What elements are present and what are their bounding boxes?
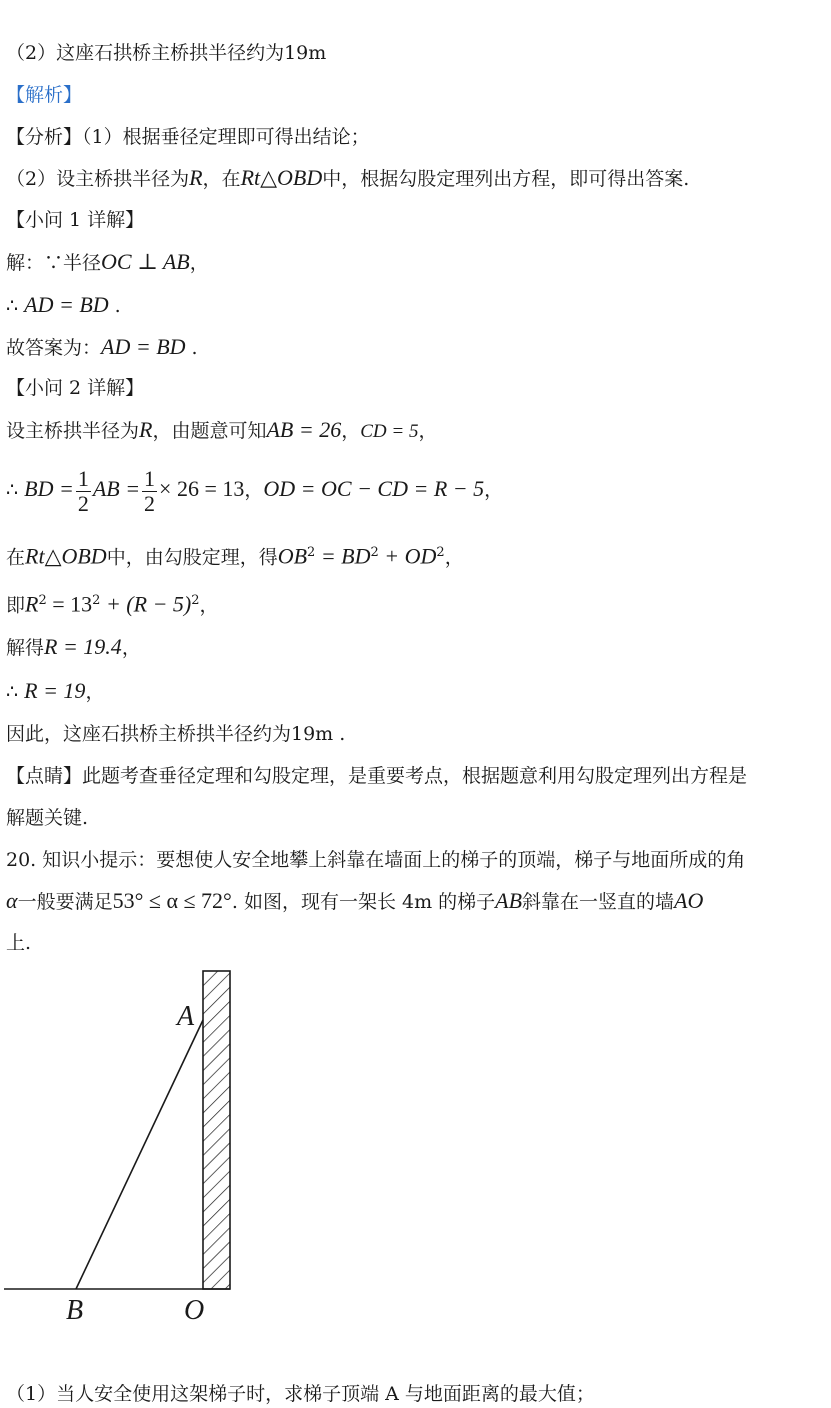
label-b: B <box>66 1295 84 1326</box>
numerator: 1 <box>77 465 89 491</box>
math: = BD <box>315 543 371 569</box>
comment-line-2 <box>6 805 88 831</box>
text: ， <box>244 479 264 501</box>
sub-question-2-heading <box>6 375 144 401</box>
solution-line <box>6 249 209 276</box>
fraction <box>142 467 157 516</box>
solution-line <box>6 334 198 361</box>
math: AD = BD <box>101 334 186 359</box>
superscript: 2 <box>92 593 101 608</box>
text: 设主桥拱半径为 <box>6 420 140 442</box>
wall <box>203 971 230 1289</box>
math: AB = <box>92 476 141 501</box>
text: 斜靠在一竖直的墙 <box>522 891 675 913</box>
heading-text: 【小问 1 详解】 <box>6 209 145 231</box>
ladder-line <box>76 1020 203 1289</box>
text: 一般要满足 <box>17 891 113 913</box>
text: 在 <box>6 546 26 569</box>
analysis-heading <box>6 82 82 108</box>
sub-question-1-heading <box>6 207 144 233</box>
ladder-diagram <box>0 962 260 1332</box>
math: Rt△OBD <box>25 543 107 569</box>
math: + OD <box>378 543 437 569</box>
text: 中，根据勾股定理列出方程，即可得出答案. <box>322 168 690 190</box>
solution-line <box>6 634 141 661</box>
math: BD = <box>24 476 74 501</box>
math: + (R − 5) <box>100 591 192 617</box>
analysis-line-1 <box>6 124 370 150</box>
math: OC ⊥ AB <box>101 249 190 274</box>
analysis-line-2 <box>6 165 689 192</box>
text: ∴ <box>6 479 25 501</box>
analysis-heading-text: 【解析】 <box>6 84 83 106</box>
question-text: 20. 知识小提示：要想使人安全地攀上斜靠在墙面上的梯子的顶端，梯子与地面所成的角 <box>6 849 746 871</box>
text: 即 <box>6 594 26 617</box>
comment-line <box>6 763 747 789</box>
question-20-line-1 <box>6 847 745 873</box>
heading-text: 【小问 2 详解】 <box>6 377 145 399</box>
math: R = 19.4 <box>44 634 122 659</box>
math: R <box>189 165 203 190</box>
math: AB <box>495 888 523 913</box>
answer-line <box>6 40 326 66</box>
conclusion-line <box>6 721 345 747</box>
answer-text: （2）这座石拱桥主桥拱半径约为19m <box>6 42 327 64</box>
fraction <box>76 467 91 516</box>
math: AD = BD <box>24 292 109 317</box>
analysis-label: 【分析】 <box>6 126 83 148</box>
text: 解得 <box>6 637 45 659</box>
text: ， <box>85 681 105 703</box>
superscript: 2 <box>38 593 47 608</box>
solution-line <box>6 678 104 705</box>
math: Rt△OBD <box>240 165 323 190</box>
denominator: 2 <box>144 490 156 516</box>
denominator: 2 <box>77 490 89 516</box>
math: AB = 26 <box>266 417 342 442</box>
solution-line <box>6 588 219 618</box>
math: R <box>139 417 153 442</box>
comment-text: 解题关键. <box>6 807 89 829</box>
text: ， <box>189 252 209 274</box>
text: ，在 <box>202 168 241 190</box>
text: 中，由勾股定理，得 <box>106 546 278 569</box>
solution-line <box>6 540 464 570</box>
math: OD = OC − CD = R − 5 <box>263 476 485 501</box>
text: . <box>185 337 198 359</box>
question-text: （1）当人安全使用这架梯子时，求梯子顶端 A 与地面距离的最大值； <box>6 1383 595 1405</box>
comment-text: 此题考查垂径定理和勾股定理，是重要考点，根据题意利用勾股定理列出方程是 <box>82 765 748 787</box>
label-a: A <box>177 1001 195 1032</box>
text: ∴ <box>6 681 25 703</box>
math: R = 19 <box>24 678 86 703</box>
analysis-text: （1）根据垂径定理即可得出结论； <box>82 126 370 148</box>
label-o: O <box>184 1295 205 1326</box>
text: 解：∵半径 <box>6 252 102 274</box>
math: CD = 5 <box>360 421 419 442</box>
solution-line <box>6 292 121 319</box>
math: α <box>6 888 18 913</box>
text: ∴ <box>6 295 25 317</box>
solution-line <box>6 417 437 445</box>
text: （2）设主桥拱半径为 <box>6 168 190 190</box>
question-20-line-2 <box>6 888 703 915</box>
text: ， <box>121 637 141 659</box>
text: 上. <box>6 932 32 954</box>
text: ， <box>444 546 464 569</box>
math: R <box>25 591 39 617</box>
comment-label: 【点睛】 <box>6 765 83 787</box>
math: 53° ≤ α ≤ 72° <box>112 888 232 913</box>
superscript: 2 <box>191 593 200 608</box>
text: ， <box>484 479 504 501</box>
text: ， <box>341 420 361 442</box>
math: = 13 <box>46 591 93 617</box>
superscript: 2 <box>307 545 316 560</box>
conclusion-text: 因此，这座石拱桥主桥拱半径约为19m . <box>6 723 346 745</box>
text: ，由题意可知 <box>152 420 267 442</box>
math: OB <box>277 543 308 569</box>
math: × 26 = 13 <box>159 476 245 501</box>
text: 故答案为： <box>6 337 102 359</box>
math: AO <box>674 888 704 913</box>
text: . <box>108 295 121 317</box>
text: ， <box>199 594 219 617</box>
question-20-line-3 <box>6 930 31 956</box>
solution-line-fraction <box>6 462 503 517</box>
numerator: 1 <box>144 465 156 491</box>
superscript: 2 <box>370 545 379 560</box>
text: ， <box>418 420 438 442</box>
question-20-part-1 <box>6 1381 595 1407</box>
superscript: 2 <box>436 545 445 560</box>
text: . 如图，现有一架长 4m 的梯子 <box>231 891 496 913</box>
